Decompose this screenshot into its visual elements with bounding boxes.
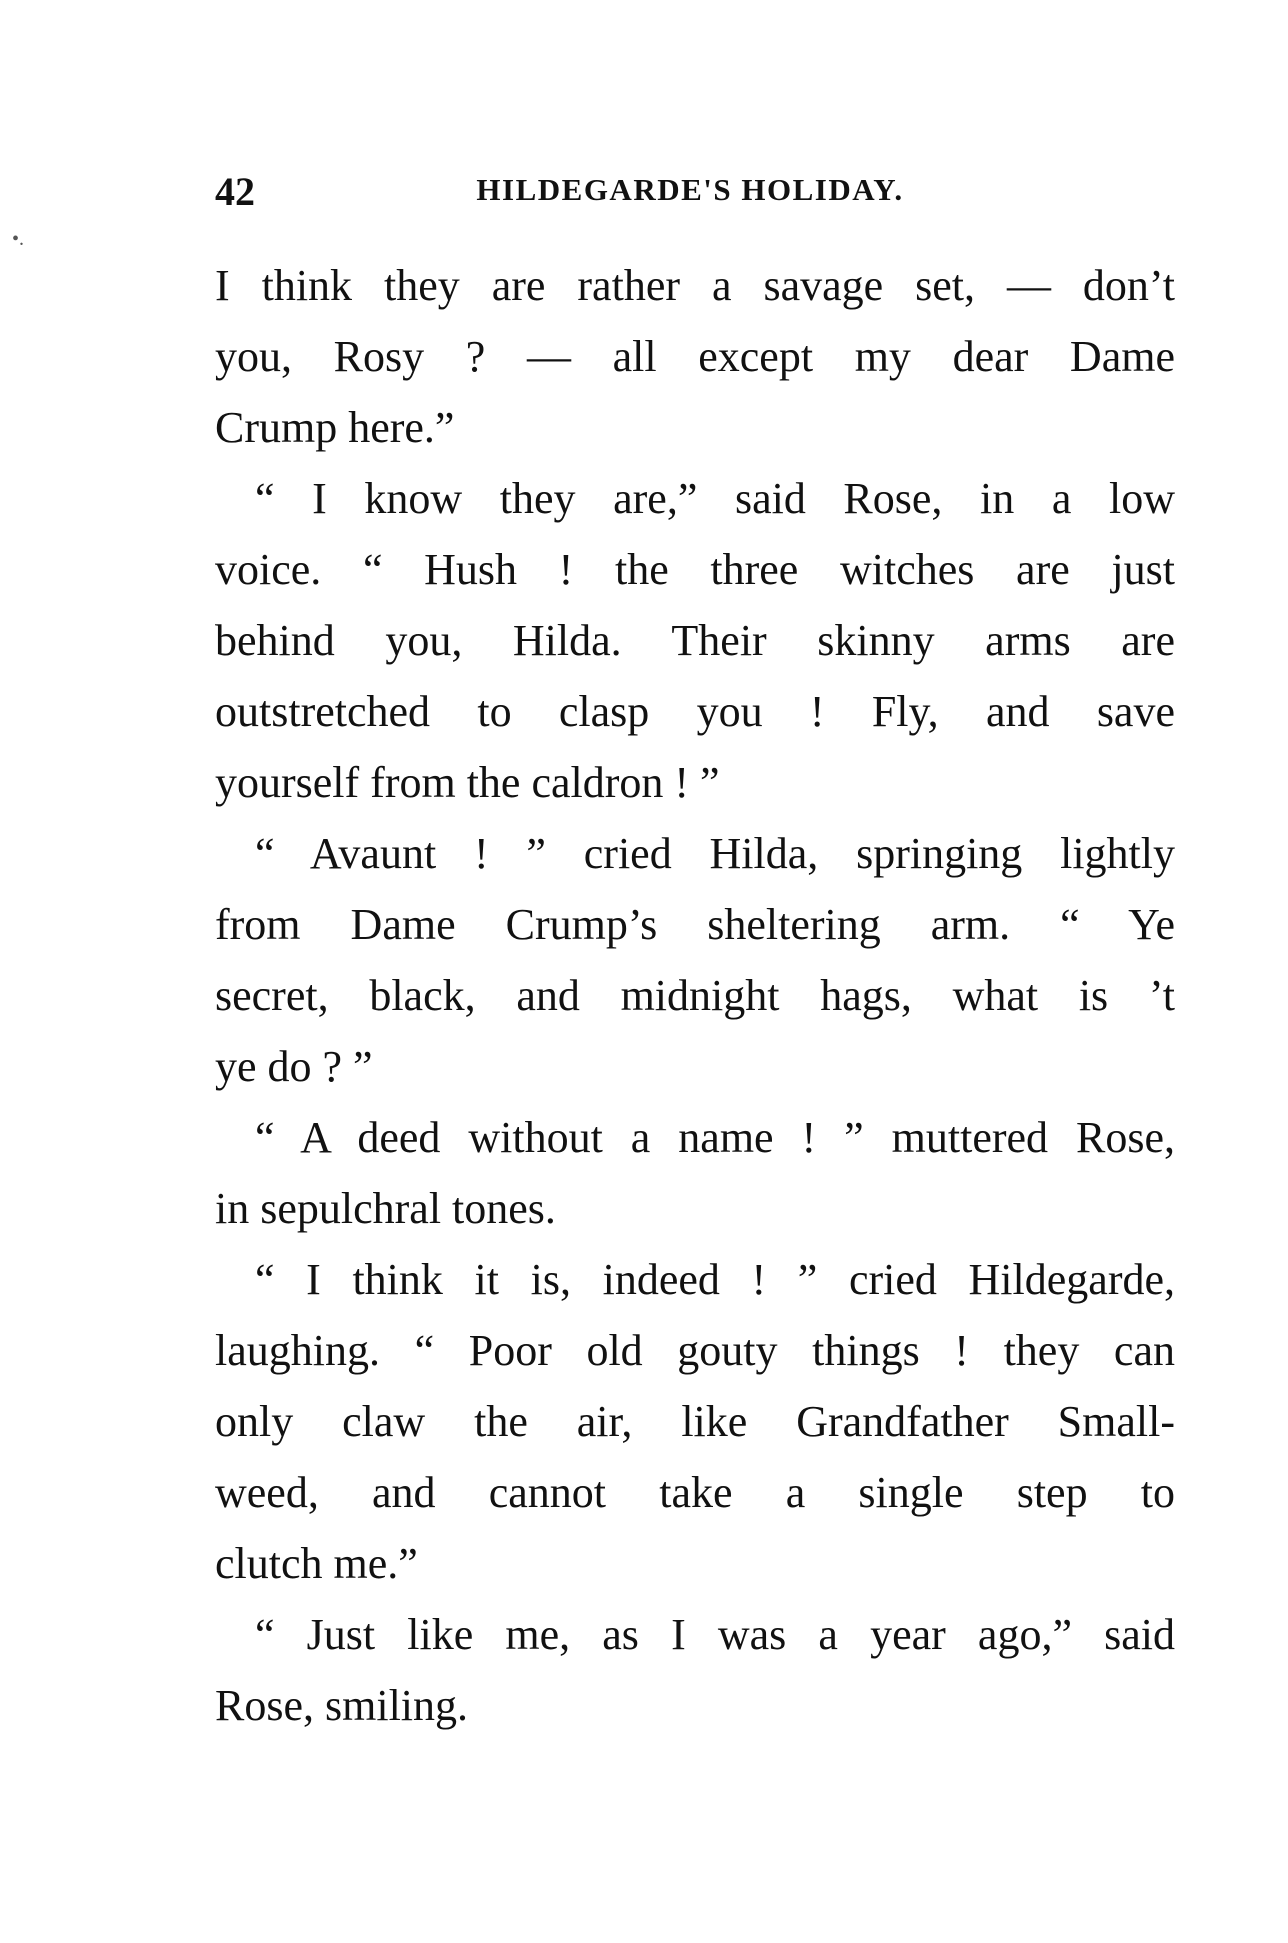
text-line: ye do ? ” [215,1042,373,1091]
text-line: behind you, Hilda. Their skinny arms are [215,616,1175,665]
page-number: 42 [215,169,255,214]
text-line: outstretched to clasp you ! Fly, and save [215,687,1175,736]
text-line: weed, and cannot take a single step to [215,1468,1175,1517]
text-line: Rose, smiling. [215,1681,469,1730]
text-line: in sepulchral tones. [215,1184,556,1233]
text-line: only claw the air, like Grandfather Small- [215,1397,1175,1446]
text-line: voice. “ Hush ! the three witches are just [215,545,1175,594]
page-header [215,168,1165,228]
text-line: Crump here.” [215,403,455,452]
text-line: secret, black, and midnight hags, what is ’t [215,971,1175,1020]
text-line: from Dame Crump’s sheltering arm. “ Ye [215,900,1175,949]
text-line: “ Avaunt ! ” cried Hilda, springing lightly [255,829,1175,878]
text-line: yourself from the caldron ! ” [215,758,720,807]
text-line: I think they are rather a savage set, — don’t [215,261,1175,310]
text-line: “ I know they are,” said Rose, in a low [255,474,1175,523]
margin-mark: •. [12,228,25,250]
body-text [215,250,1175,1741]
text-line: laughing. “ Poor old gouty things ! they can [215,1326,1175,1375]
text-line: “ A deed without a name ! ” muttered Rose, [255,1113,1175,1162]
text-line: “ Just like me, as I was a year ago,” said [255,1610,1175,1659]
running-head: HILDEGARDE'S HOLIDAY. [476,172,904,207]
text-line: you, Rosy ? — all except my dear Dame [215,332,1175,381]
text-line: clutch me.” [215,1539,418,1588]
text-line: “ I think it is, indeed ! ” cried Hildegarde, [255,1255,1175,1304]
